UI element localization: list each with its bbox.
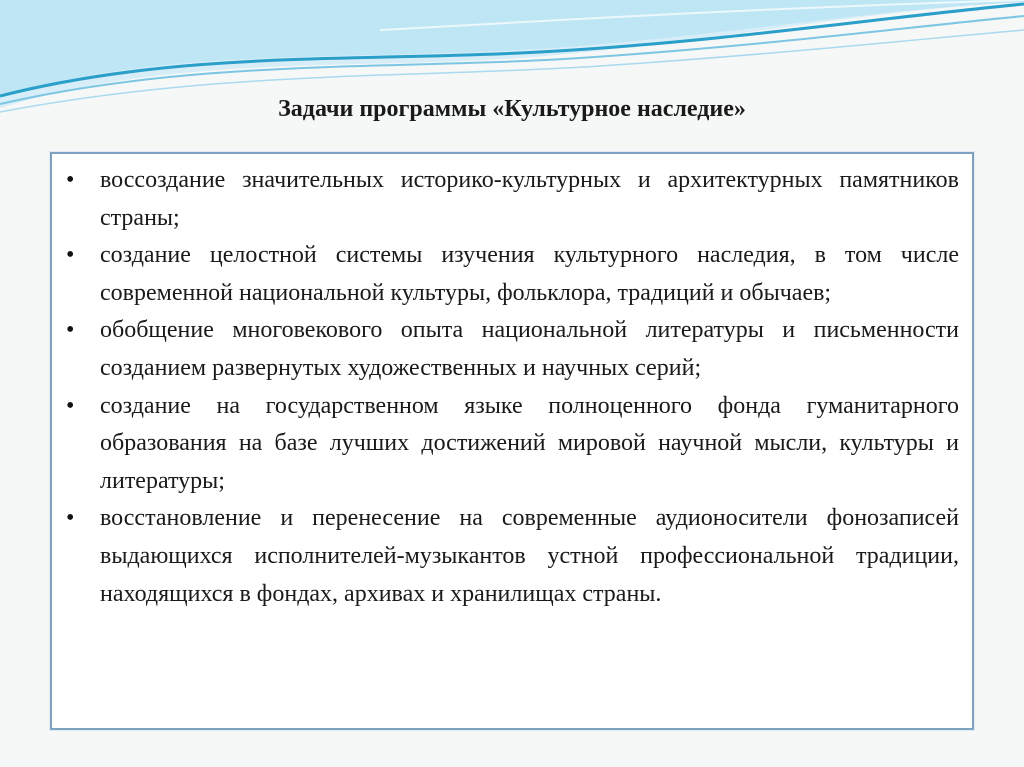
bullet-icon: • [66, 505, 75, 532]
list-item [62, 500, 959, 613]
list-item-text: создание целостной системы изучения культурного наследия, в том числе современной национальной культуры, фольклора, традиций и обычаев; [100, 242, 959, 306]
list-item-text: восстановление и перенесение на современные аудионосители фонозаписей выдающихся исполнителей-музыкантов устной профессиональной традиции, находящихся в фондах, архивах и хранилищах страны. [100, 505, 959, 607]
slide-title: Задачи программы «Культурное наследие» [278, 96, 746, 122]
bullet-icon: • [66, 242, 75, 269]
list-item-text: обобщение многовекового опыта национальной литературы и письменности созданием развернутых художественных и научных серий; [100, 317, 959, 381]
tasks-list [52, 154, 972, 613]
list-item [62, 388, 959, 501]
list-item [62, 162, 959, 237]
tasks-content-box [50, 152, 974, 730]
list-item-text: создание на государственном языке полноценного фонда гуманитарного образования на базе лучших достижений мировой научной мысли, культуры и литературы; [100, 392, 959, 494]
list-item [62, 237, 959, 312]
bullet-icon: • [66, 167, 75, 193]
bullet-icon: • [66, 317, 75, 344]
list-item [62, 312, 959, 387]
bullet-icon: • [66, 392, 75, 419]
list-item-text: воссоздание значительных историко-культурных и архитектурных памятников страны; [100, 167, 959, 231]
